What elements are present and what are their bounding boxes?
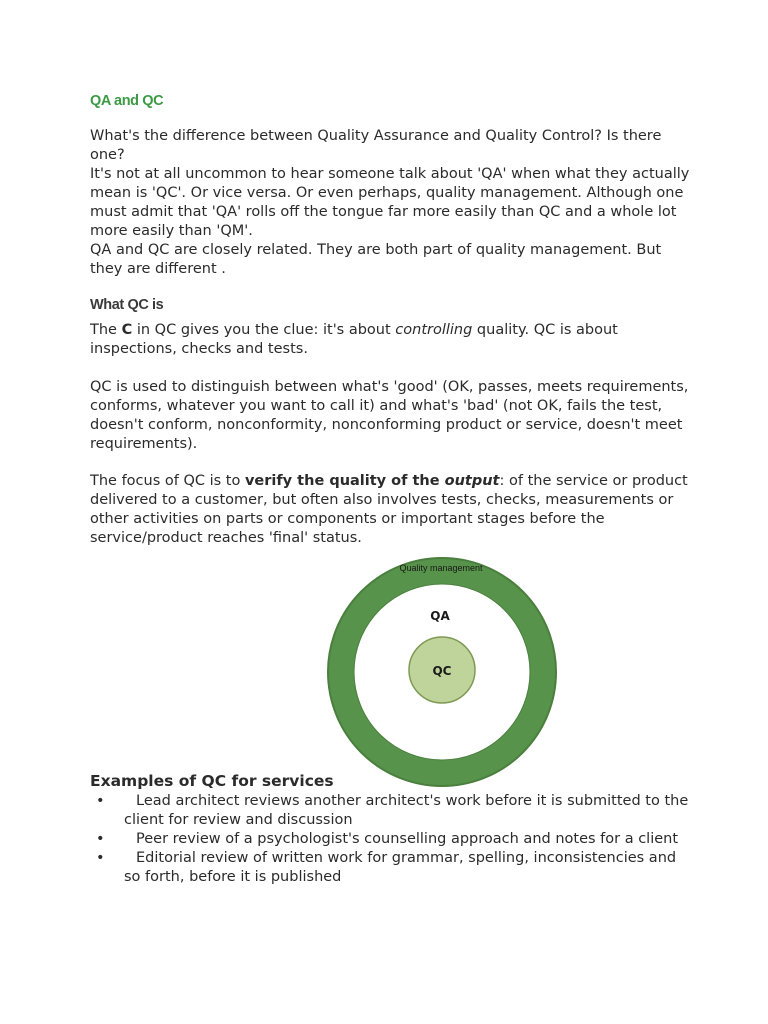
section-heading: What QC is [90,297,164,313]
list-item [96,830,696,849]
bullet: • [96,850,105,866]
examples-list [96,792,696,887]
example-text: Peer review of a psychologist's counselling approach and notes for a client [136,831,679,847]
qc-paragraph-2 [90,378,690,454]
page-title: QA and QC [90,93,164,109]
qc-paragraph-1 [90,321,690,359]
qc3-post: : of the service or product delivered to a customer, but often also involves tests, checks, measurements or other activities on parts or components or important stages before the service/product reaches 'final' status. [90,473,688,546]
qc3-pre: The focus of QC is to [90,473,245,489]
qc-label: QC [432,664,452,678]
intro-question: What's the difference between Quality Assurance and Quality Control? Is there one? [90,128,662,163]
qc3-bold: verify the quality of the [244,473,445,489]
qc1-bold-c: C [121,322,133,338]
list-item [96,792,696,830]
quality-management-label: Quality management [399,563,483,573]
bullet: • [96,793,105,809]
quality-diagram [326,556,558,788]
intro-paragraph: It's not at all uncommon to hear someone talk about 'QA' when what they actually mean is 'QC'. Or vice versa. Or even perhaps, quality management. Although one must admit that 'QA' rolls off the tongue far more easily than QC and a whole lot more easily than 'QM'. [90,166,690,239]
example-text: Lead architect reviews another architect's work before it is submitted to the client for review and discussion [124,793,689,828]
qc3-bold-italic: output [444,473,500,489]
intro-section [90,127,690,279]
examples-heading: Examples of QC for services [90,772,334,790]
qc1-italic: controlling [395,322,473,338]
qc1-mid: in QC gives you the clue: it's about [132,322,396,338]
qa-label: QA [430,609,450,623]
qc1-pre: The [90,322,122,338]
qc-paragraph-3 [90,472,690,548]
list-item [96,849,696,887]
example-text: Editorial review of written work for grammar, spelling, inconsistencies and so forth, before it is published [124,850,677,885]
intro-conclusion: QA and QC are closely related. They are both part of quality management. But they are different . [90,242,662,277]
bullet: • [96,831,105,847]
qc2-text: QC is used to distinguish between what's 'good' (OK, passes, meets requirements, conforms, whatever you want to call it) and what's 'bad' (not OK, fails the test, doesn't conform, nonconformity, nonconforming product or service, doesn't meet requirements). [90,379,689,452]
qc1-post: quality. QC is about inspections, checks and tests. [90,322,618,357]
